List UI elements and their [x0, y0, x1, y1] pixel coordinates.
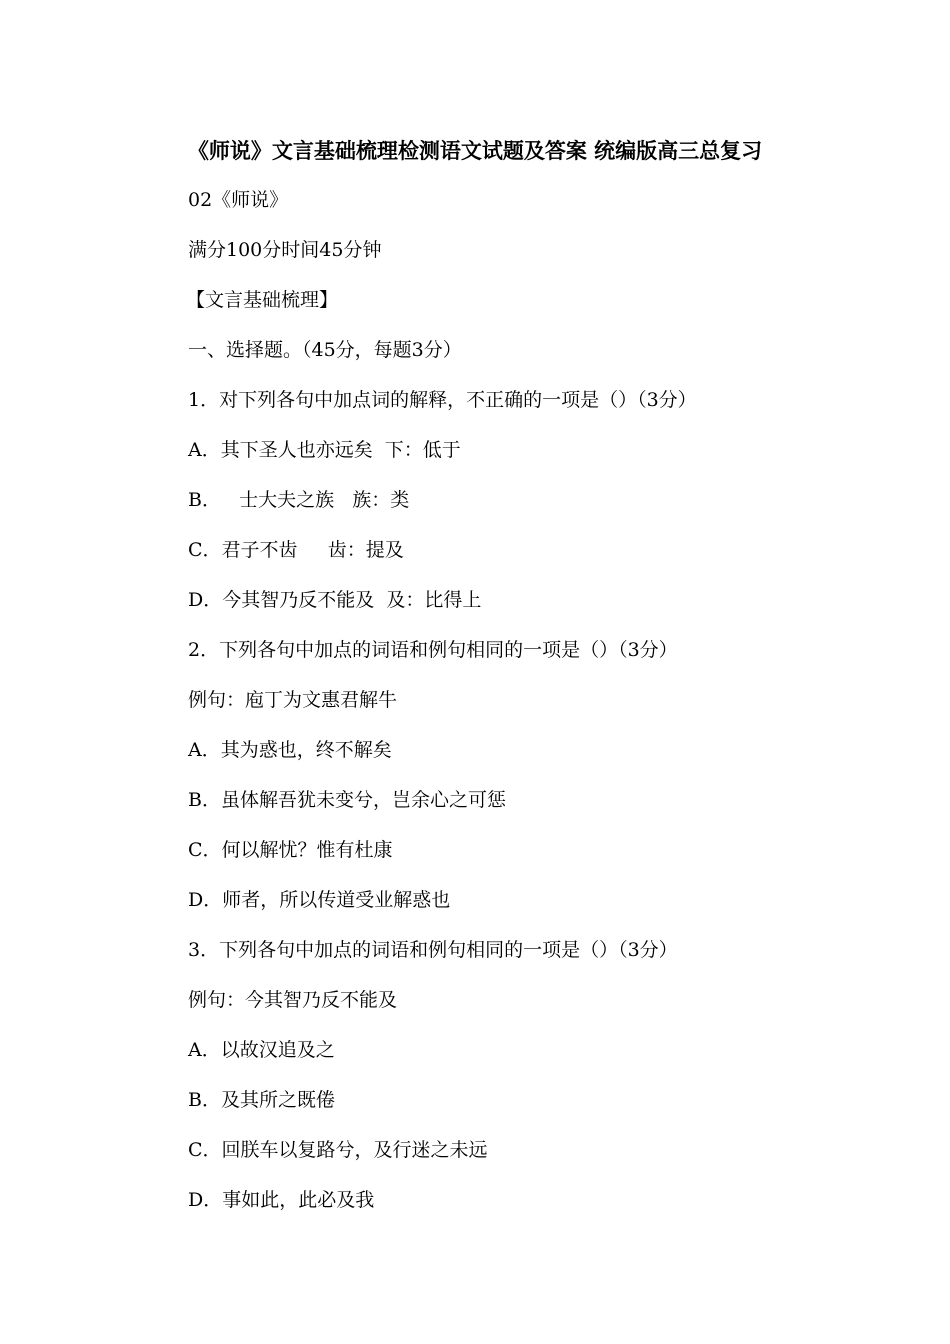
text-line: 满分100分时间45分钟 — [188, 239, 382, 261]
answer-option: A．以故汉追及之 — [188, 1039, 335, 1061]
question: 3．下列各句中加点的词语和例句相同的一项是（）（3分） — [188, 939, 678, 961]
question: 2．下列各句中加点的词语和例句相同的一项是（）（3分） — [188, 639, 678, 661]
answer-option: D．师者，所以传道受业解惑也 — [188, 889, 451, 911]
text-line: 一、选择题。（45分，每题3分） — [188, 339, 462, 361]
section-heading: 【文言基础梳理】 — [186, 289, 339, 311]
answer-option: A．其下圣人也亦远矣 下：低于 — [188, 439, 461, 461]
answer-option: B．及其所之既倦 — [188, 1089, 335, 1111]
question: 1．对下列各句中加点词的解释，不正确的一项是（）（3分） — [188, 389, 697, 411]
answer-option: A．其为惑也，终不解矣 — [188, 739, 392, 761]
answer-option: C．回朕车以复路兮，及行迷之未远 — [188, 1139, 488, 1161]
text-line: 02《师说》 — [188, 189, 289, 211]
answer-option: D．今其智乃反不能及 及：比得上 — [188, 589, 482, 611]
answer-option: C．君子不齿 齿：提及 — [188, 539, 404, 561]
answer-option: D．事如此，此必及我 — [188, 1189, 375, 1211]
answer-option: B． 士大夫之族 族：类 — [188, 489, 410, 511]
answer-option: B．虽体解吾犹未变兮，岂余心之可惩 — [188, 789, 506, 811]
document-title: 《师说》文言基础梳理检测语文试题及答案 统编版高三总复习 — [187, 139, 763, 163]
example-sentence: 例句：今其智乃反不能及 — [188, 989, 398, 1011]
answer-option: C．何以解忧？惟有杜康 — [188, 839, 393, 861]
example-sentence: 例句：庖丁为文惠君解牛 — [188, 689, 398, 711]
